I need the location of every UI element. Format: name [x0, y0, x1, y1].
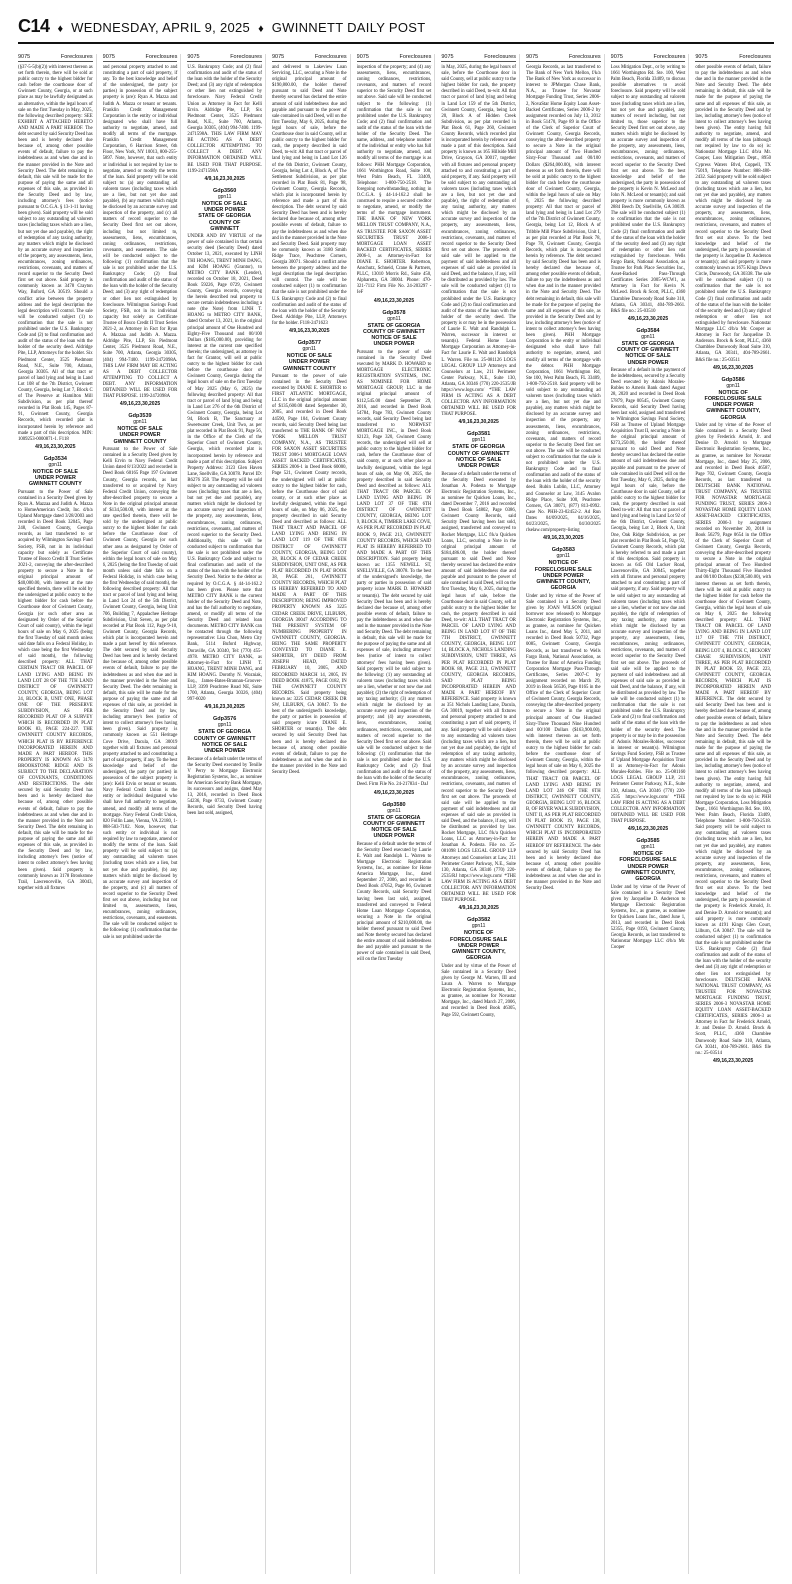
legal-notice [272, 340, 347, 776]
legal-notice [526, 65, 601, 541]
notice-body-text: Pursuant to the Power of Sale contained in a Security Deed given by Kelli Ervin to Navy Federal Credit Union dated 8/13/2022 and recorded in Deed Book 60165 Page 197 Gwinnett County, Georgia records, as last transferred to or acquired by Navy Federal Credit Union, conveying the after-described property to secure a Note in the original principal amount of $134,500.00, with interest at the rate specified therein, there will be sold by the undersigned at public outcry to the highest bidder for cash before the Courthouse door of Gwinnett County, Georgia (or such other area as designated by Order of the Superior Court of said county), within the legal hours of sale on May 6, 2025 (being the first Tuesday of said month unless said date falls on a Federal Holiday, in which case being the first Wednesday of said month), the following described property: All that tract or parcel of land lying and being in Land Lot 24 of the 5th District, Gwinnett County, Georgia, being Unit 706, Building 7, Appalachee Heritage Subdivision, Unit Seven, as per plat recorded at Plat Book 112, Page 9-10, Gwinnett County, Georgia Records, which plat is incorporated herein and made a part hereof by this reference. The debt secured by said Security Deed has been and is hereby declared due because of, among other possible events of default, failure to pay the indebtedness as and when due and in the manner provided in the Note and Security Deed. The debt remaining in default, this sale will be made for the purpose of paying the same and all expenses of this sale, as provided in the Security Deed and by law, including attorney's fees (notice of intent to collect attorney's fees having been given). Said property is commonly known as 551 Heritage Cove Drive, Dacula, GA 30019 together with all fixtures and personal property attached to and constituting a part of said property, if any. To the best knowledge and belief of the undersigned, the party (or parties) in possession of the subject property is (are): Kelli Ervin or tenant or tenants. Navy Federal Credit Union is the entity or individual designated who shall have full authority to negotiate, amend, and modify all terms of the mortgage. Navy Federal Credit Union, 820 Follin Lane, Vienna, VA 22180, 1-888-503-7102. Note, however, that such entity or individual is not required by law to negotiate, amend or modify the terms of the loan. Said property will be sold subject to: (a) any outstanding ad valorem taxes (including taxes which are a lien, but not yet due and payable), (b) any matters which might be disclosed by an accurate survey and inspection of the property, and (c) all matters of record superior to the Security Deed first set out above, including but not limited to, assessments, liens, encumbrances, zoning ordinances, restrictions, covenants, and easements. The sale will be conducted subject to the following: (1) confirmation that the sale is not prohibited under the [102, 447, 178, 940]
legal-notice [187, 65, 262, 182]
legal-notice-columns [18, 54, 774, 1574]
category-code: 9075 [441, 54, 454, 60]
notice-column [441, 54, 520, 1574]
legal-notice [272, 65, 347, 334]
notice-title: NOTICE OF SALE UNDER POWER GWINNETT COUNTY [282, 353, 336, 372]
publication-dates: 4/9,16,23,30,2025 [373, 297, 415, 304]
notice-title: NOTICE OF SALE UNDER POWER GWINNETT COUNTY [28, 468, 82, 488]
notice-body-text: Pursuant to the power of sale contained in the Security Deed executed by MARK D. HOWARD to MORTGAGE ELECTRONIC REGISTRATION SYSTEMS, INC. AS NOMINEE FOR HOME MORTGAGE GROUP, LLC in the original principal amount of $112,545.00 dated September 29, 2016, and recorded in Deed Book 54784, Page 783, Gwinnett County records, said Security Deed being last transferred to NORWEST MORTGAGE INC., in Deed Book 62123, Page 320, Gwinnett County records, the undersigned will sell at public outcry to the highest bidder for cash, before the Courthouse door of said county, or at such other place as lawfully designated, within the legal hours of sale, on May 06, 2025, the property described in said Security Deed and described as follows: ALL THAT TRACT OR PARCEL OF LAND LYING AND BEING IN LAND LOT 37 OF THE 6TH DISTRICT OF GWINNETT COUNTY, GEORGIA, BEING LOT 9, BLOCK A, TIMBER LAKE COVE, AS PER PLAT RECORDED IN PLAT BOOK 9, PAGE 213, GWINNETT COUNTY RECORDS, WHICH SAID PLAT IS HEREBY REFERRED TO AND MADE A PART OF THIS DESCRIPTION. Said property being known as: 1355 NEWELL ST, SNELLVILLE, GA 30078. To the best of the undersigned's knowledge, the party or parties in possession of said property is/are MARK D. HOWARD or tenant(s). The debt secured by said Security Deed has been and is hereby declared due because of, among other possible events of default, failure to pay the indebtedness as and when due and in the manner provided in the Note and Security Deed. The debt remaining in default, this sale will be made for the purpose of paying the same and all expenses of sale, including attorneys' fees (notice of intent to collect attorneys' fees having been given). Said property will be sold subject to the following: (1) any outstanding ad valorem taxes (including taxes which are a lien, whether or not now due and payable); (2) the right of redemption of any taxing authority; (3) any matters which might be disclosed by an accurate survey and inspection of the property; and (4) any assessments, liens, encumbrances, zoning ordinances, restrictions, covenants, and matters of record superior to the Security Deed first set out above. Said sale will be conducted subject to the following: (1) confirmation that the sale is not prohibited under the U.S. Bankruptcy Code; and (2) final confirmation and audit of the status of the loan with the holder of the Security Deed. Firm File No. 24-217834 - DaJ [356, 349, 432, 788]
legal-notice [611, 838, 686, 952]
notice-column [18, 54, 97, 1574]
diamond-separator-icon: ♦ [258, 23, 264, 35]
notice-column [695, 54, 774, 1574]
notice-body-text: Pursuant to the Power of Sale contained in a Security Deed given by Ryan A. Mazzaa and Judith A. Mazza to HomeAmerican Credit, Inc. d/b/a Upland Mortgage dated 3/28/2003 and recorded in Deed Book 32045, Page 248, Gwinnett County, Georgia records, as last transferred to or acquired by Wilmington Savings Fund Society, FSB, not in its individual capacity but solely as Certificate Trustee of Bosco Credit II Trust Series 2021-2, conveying the after-described property to secure a Note in the original principal amount of $40,000.00, with interest at the rate specified therein, there will be sold by the undersigned at public outcry to the highest bidder for cash before the Courthouse door of Gwinnett County, Georgia (or such other area as designated by Order of the Superior Court of said county), within the legal hours of sale on May 6, 2025 (being the first Tuesday of said month unless said date falls on a Federal Holiday, in which case being the first Wednesday of said month), the following described property: ALL THAT CERTAIN TRACT OR PARCEL OF LAND LYING AND BEING IN LAND LOT 28 OF THE 7TH LAND DISTRICT OF GWINNETT COUNTY, GEORGIA, BEING LOT 24, BLOCK B, UNIT ONE, PHASE ONE OF THE PRESERVE SUBDIVISION, AS PER RECORDED PLAT OF A SURVEY WHICH IS RECORDED IN PLAT BOOK 83, PAGE 224-227. THE GWINNETT COUNTY RECORDS, WHICH PLAT IS BY REFERENCE INCORPORATED HEREIN AND MADE A PART HEREOF. THIS PROPERTY IS KNOWN AS 3178 BROOKSTONE RIDGE AND IS SUBJECT TO THE DECLARATION OF COVENANTS, CONDITIONS AND RESTRICTIONS. The debt secured by said Security Deed has been and is hereby declared due because of, among other possible events of default, failure to pay the indebtedness as and when due and in the manner provided in the Note and Security Deed. The debt remaining in default, this sale will be made for the purpose of paying the same and all expenses of this sale, as provided in the Security Deed and by law, including attorney's fees (notice of intent to collect attorney's fees having been given). Said property is commonly known as 3178 Brookstone Trail, Lawrenceville, GA 30043, together with all fixtures [18, 489, 93, 891]
masthead [18, 16, 774, 44]
legal-notice [441, 431, 516, 911]
notice-reference-number: Gdp3583 [551, 547, 575, 554]
notice-body-text: and delivered to Lakeview Loan Servicing, LLC, securing a Note in the original principal amount of $190,800.00, the holder thereof pursuant to said Deed and Note thereby secured has declared the entire amount of said indebtedness due and payable and pursuant to the power of sale contained in said Deed, will on the first Tuesday, May 6, 2025, during the legal hours of sale, before the Courthouse door in said County, sell at public outcry to the highest bidder for cash, the property described in said Deed, to-wit: All that tract or parcel of land lying and being in Land Lot 126 of the 6th District, Gwinnett County, Georgia, being Lot 4, Block A, of The Settlement Subdivision, as per plat recorded in Plat Book 81, Page 98, Gwinnett County, Georgia Records, which plat is incorporated herein by reference and made a part of this description. The debt secured by said Security Deed has been and is hereby declared due because of, among other possible events of default, failure to pay the indebtedness as and when due and in the manner provided in the Note and Security Deed. Said property may be commonly known as 3180 Smith Ridge Trace, Peachtree Corners, Georgia 30071. Should a conflict arise between the property address and the legal description the legal description will control. The sale will be conducted subject (1) to confirmation that the sale is not prohibited under the U.S. Bankruptcy Code and (2) to final confirmation and audit of the status of the loan with the holder of the Security Deed. Aldridge Pite, LLP, Attorneys for the holder. F118-2471623 [271, 65, 347, 326]
notice-code: gpn11 [726, 382, 740, 389]
notice-code: gpn11 [641, 844, 655, 851]
legal-notice [611, 65, 686, 322]
notice-reference-number: Gdp3580 [382, 801, 406, 808]
publication-dates: 4/9,16,23,30,2025 [35, 443, 76, 450]
category-name: Foreclosures [145, 54, 178, 60]
category-name: Foreclosures [653, 54, 686, 60]
column-header [103, 54, 178, 62]
page-number: C14 [18, 16, 50, 36]
publication-dates: 4/9,16,23,30,2025 [458, 905, 499, 912]
legal-notice [526, 547, 601, 892]
notice-reference-number: Gdp3584 [636, 327, 660, 334]
category-code: 9075 [695, 54, 708, 60]
notice-body-text: other possible events of default, failure to pay the indebtedness as and when due and in the manner provided in the Note and Security Deed. The debt remaining in default, this sale will be made for the purpose of paying the same and all expenses of this sale, as provided in the Security Deed and by law, including attorney's fees (notice of intent to collect attorney's fees having been given). The entity having full authority to negotiate, amend, and modify all terms of the loan (although not required by law to do so) is: Nationstar Mortgage LLC d/b/a Mr. Cooper, Loss Mitigation Dept., 8950 Cypress Waters Blvd, Coppell, TX 75019, Telephone Number: 888-480-2432. Said property will be sold subject to any outstanding ad valorem taxes (including taxes which are a lien, but not yet due and payable), any matters which might be disclosed by an accurate survey and inspection of the property, any assessments, liens, encumbrances, zoning ordinances, restrictions, covenants, and matters of record superior to the Security Deed first set out above. To the best knowledge and belief of the undersigned, the party in possession of the property is Jacqueline D. Anderson or tenant(s); and said property is more commonly known as 1675 Kings Down Circle, Dunwoody, GA 30338. The sale will be conducted subject (1) to confirmation that the sale is not prohibited under the U.S. Bankruptcy Code (2) final confirmation and audit of the status of the loan with the holder of the security deed and (3) any right of redemption or other lien not extinguished by foreclosure. Nationstar Mortgage LLC d/b/a Mr. Cooper as Attorney in Fact for Jacqueline D. Anderson. Brock & Scott, PLLC, 4360 Chamblee Dunwoody Road Suite 310, Atlanta, GA 30341, 404-789-2661. B&S file no.: 25-03511 [695, 65, 771, 363]
legal-notice [103, 65, 178, 407]
notice-reference-number: Gdp3586 [721, 376, 745, 383]
legal-notice [187, 716, 262, 817]
publication-dates: 4/9,16,23,30,2025 [373, 789, 415, 796]
category-code: 9075 [271, 54, 285, 60]
notice-reference-number: Gdp3577 [297, 340, 321, 347]
publication-dates: 4/9,16,23,30,2025 [712, 364, 754, 371]
notice-title: NOTICE OF SALE UNDER POWER STATE OF GEORGIA COUNTY OF GWINNETT [198, 200, 252, 232]
notice-title: NOTICE OF FORECLOSURE SALE UNDER POWER GWINNETT COUNTY, GEORGIA [450, 930, 508, 962]
notice-body-text: Under and by virtue of the Power of Sale contained in a Security Deed given by George M. Warren, III and Laura A. Warren to Mortgage Electronic Registration Systems, Inc., as grantee, as nominee for Novastar Mortgage, Inc., dated March 27, 2006, and recorded in Deed Book 46305, Page 592, Gwinnett County, [441, 963, 516, 1018]
notice-reference-number: Gdp3581 [467, 431, 491, 438]
publication-dates: 4/9,16,23,30,2025 [543, 535, 584, 542]
publication-dates: 4/9,16,23,30,2025 [289, 328, 330, 335]
notice-body-text: Loss Mitigation Dept., or by writing to 1661 Worthington Rd. Ste. 100, West Palm Beach, Florida 33409, to discuss possible alternatives to avoid foreclosure. Said property will be sold subject to any outstanding ad valorem taxes (including taxes which are a lien, but not yet due and payable), any matters of record including, but not limited to, those superior to the Security Deed first set out above, any matters which might be disclosed by an accurate survey and inspection of the property, any assessments, liens, encumbrances, zoning ordinances, restrictions, covenants, and matters of record superior to the Security Deed first set out above. To the best knowledge and belief of the undersigned, the party in possession of the property is Kevin N. McLeod and John N. McLeod or tenant(s); and said property is more commonly known as 2884 Beech Dr, Snellville, GA 30039. The sale will be conducted subject (1) to confirmation that the sale is not prohibited under the U.S. Bankruptcy Code (2) final confirmation and audit of the status of the loan with the holder of the security deed and (3) any right of redemption or other lien not extinguished by foreclosure. Wells Fargo Bank, National Association, as Trustee for Park Place Securities Inc., Asset-Backed Pass-Through Certificates Series 2005-WCW1, as Attorney in Fact for Kevin N. McLeod. Brock & Scott, PLLC, 4360 Chamblee Dunwoody Road Suite 310, Atlanta, GA 30341, 404-789-2661. B&S file no.: 25-03510 [610, 65, 686, 314]
notice-body-text: U.S. Bankruptcy Code; and (2) final confirmation and audit of the status of the loan with the holder of the Security Deed; and (3) any right of redemption or other lien not extinguished by foreclosure. Navy Federal Credit Union as Attorney in Fact for Kelli Ervin. Aldridge Pite, LLP, Six Piedmont Center, 3525 Piedmont Road, N.E., Suite 700, Atlanta, Georgia 30305, (404) 994-7400. 1199-2471598A. THIS LAW FIRM MAY BE ACTING AS A DEBT COLLECTOR ATTEMPTING TO COLLECT A DEBT. ANY INFORMATION OBTAINED WILL BE USED FOR THAT PURPOSE. 1199-2471598A [187, 65, 262, 174]
category-code: 9075 [102, 54, 115, 60]
column-header [441, 54, 516, 62]
notice-column [526, 54, 605, 1574]
notice-column [272, 54, 351, 1574]
notice-title: NOTICE OF FORECLOSURE SALE UNDER POWER GWINNETT COUNTY, GEORGIA [619, 851, 677, 883]
legal-notice [611, 328, 686, 832]
notice-code: gpn11 [471, 923, 486, 930]
column-header [357, 54, 432, 62]
category-name: Foreclosures [484, 54, 516, 60]
publication-dates: 4/9,16,23,30,2025 [712, 1057, 754, 1064]
category-name: Foreclosures [568, 54, 601, 60]
publication-dates: 4/9,16,23,30,2025 [204, 175, 245, 182]
column-header [272, 54, 347, 62]
notice-body-text: Under and by virtue of the Power of Sale contained in a Security Deed given by Jacqueline D. Anderson to Mortgage Electronic Registration Systems, Inc., as grantee, as nominee for Quicken Loans Inc., dated June 1, 2013, and recorded in Deed Book 52355, Page 0193, Gwinnett County, Georgia Records, as last transferred to Nationstar Mortgage LLC d/b/a Mr. Cooper [610, 884, 686, 951]
notice-title: NOTICE OF FORECLOSURE SALE UNDER POWER GWINNETT COUNTY, GEORGIA [704, 389, 762, 421]
publication-dates: 4/9,16,23,30,2025 [119, 401, 161, 408]
legal-notice [441, 917, 516, 1018]
notice-body-text: Pursuant to the power of sale contained in the Security Deed executed by DIANE E. SHORTER to FIRST ATLANTIC MORTGAGE, LLC in the original principal amount of $135,600.00 dated September 30, 2005, and recorded in Deed Book 44590, Page 104, Gwinnett County records, said Security Deed being last transferred to THE BANK OF NEW YORK MELLON TRUST COMPANY, N.A., AS TRUSTEE FOR SAXON ASSET SECURITIES TRUST 2006-1 MORTGAGE LOAN ASSET BACKED CERTIFICATES, SERIES 2006-1 in Deed Book 60000, Page 521, Gwinnett County records, the undersigned will sell at public outcry to the highest bidder for cash, before the Courthouse door of said county, or at such other place as lawfully designated, within the legal hours of sale, on May 06, 2025, the property described in said Security Deed and described as follows: ALL THAT TRACT AND PARCEL OF LAND LYING AND BEING IN LAND LOT 119 OF THE 6TH DISTRICT OF GWINNETT COUNTY, GEORGIA, BEING LOT 28, BLOCK A OF CEDAR CREEK SUBDIVISION, UNIT ONE, AS PER PLAT RECORDED IN PLAT BOOK 38, PAGE 261, GWINNETT COUNTY RECORDS, WHICH PLAT IS HEREBY REFERRED TO AND MADE A PART OF THIS DESCRIPTION; BEING IMPROVED PROPERTY KNOWN AS 3225 CEDAR CREEK DRIVE, LILBURN, GEORGIA 30047 ACCORDING TO THE PRESENT SYSTEM OF NUMBERING PROPERTY IN GWINNETT COUNTY, GEORGIA. BEING THE SAME PROPERTY CONVEYED TO DIANE E. SHORTER, BY DEED FROM JOSEPH HEAD, DATED FEBRUARY 10, 2005, AND RECORDED MARCH 14, 2005, IN DEED BOOK 41875, PAGE 0182, IN THE GWINNETT COUNTY RECORDS. Said property being known as: 3225 CEDAR CREEK DR SW, LILBURN, GA 30047. To the best of the undersigned's knowledge, the party or parties in possession of said property is/are DIANE E. SHORTER or tenant(s). The debt secured by said Security Deed has been and is hereby declared due because of, among other possible events of default, failure to pay the indebtedness as and when due and in the manner provided in the Note and Security Deed. [271, 373, 347, 776]
category-name: Foreclosures [314, 54, 347, 60]
notice-code: gpn11 [387, 315, 401, 322]
notice-title: NOTICE OF FORECLOSURE SALE UNDER POWER GWINNETT COUNTY, GEORGIA [534, 560, 592, 592]
diamond-separator-icon: ♦ [57, 23, 64, 35]
notice-reference-number: Gdp3539 [128, 413, 152, 420]
column-header [187, 54, 262, 62]
notice-title: STATE OF GEORGIA COUNTY OF GWINNETT NOTICE OF SALE UNDER POWER [617, 340, 679, 366]
legal-notice [187, 188, 262, 711]
notice-body-text: Because of a default under the terms of the Security Deed executed by Tenille V Perry to Mortgage Electronic Registration Systems, Inc., as nominee for American Security Bank Mortgage, its successors and assigns, dated May 13, 2016, recorded in Deed Book 54236, Page 0733, Gwinnett County Records, said Security Deed having been last sold, assigned, [187, 756, 262, 817]
notice-body-text: in May, 2025, during the legal hours of sale, before the Courthouse door in said County, sell at public outcry to the highest bidder for cash, the property described in said Deed, to-wit: All that tract or parcel of land lying and being in Land Lot 159 of the 5th District, Gwinnett County, Georgia, being Lot 20, Block A of Hidden Creek Subdivision, as per plat recorded in Plat Book 61, Page 260, Gwinnett County Records, which recorded plat is incorporated herein by reference and made a part of this description. Said property is known as 165 Hillside Mill Drive, Grayson, GA 30017, together with all fixtures and personal property attached to and constituting a part of said property, if any. Said property will be sold subject to any outstanding ad valorem taxes (including taxes which are a lien, but not yet due and payable), the right of redemption of any taxing authority, any matters which might be disclosed by an accurate survey and inspection of the property, any assessments, liens, encumbrances, zoning ordinances, restrictions, covenants, and matters of record superior to the Security Deed first set out above. The proceeds of said sale will be applied to the payment of said indebtedness and all expenses of said sale as provided in said Deed, and the balance, if any, will be distributed as provided by law. The sale will be conducted subject (1) to confirmation that the sale is not prohibited under the U.S. Bankruptcy Code and (2) to final confirmation and audit of the status of the loan with the holder of the security deed. The property is or may be in the possession of Laurie E. Walt and Randolph L. Warren, successor in interest or tenant(s). Federal Home Loan Mortgage Corporation as Attorney-in-Fact for Laurie E. Walt and Randolph L. Warren. File no. 25-081126 LOGS LEGAL GROUP LLP Attorneys and Counselors at Law, 211 Perimeter Center Parkway, N.E., Suite 130, Atlanta, GA 30346 (770) 220-2535/JB https://www.logs.com/ *THE LAW FIRM IS ACTING AS A DEBT COLLECTOR. ANY INFORMATION OBTAINED WILL BE USED FOR THAT PURPOSE. [441, 65, 516, 418]
notice-body-text: UNDER AND BY VIRTUE of the power of sale contained in that certain security deed (Security Deed) dated October 13, 2021, executed by LINH THI HOANG, TRENT MINH DANG, and KIM HOANG (Grantor), to METRO CITY BANK (Lender), recorded on October 18, 2021, Deed Book 59226, Page 0729, Gwinnett County, Georgia records, conveying the herein described real property to secure certain indebtedness including a note (the Note) from LINH T. HOANG to METRO CITY BANK, dated October 13, 2021, in the original principal amount of One Hundred and Eighty-Five Thousand and 00/100 Dollars ($185,000.00), providing for interest at the current rate specified therein; the undersigned, as attorney in fact for Grantor, will sell at public outcry to the highest bidder for cash before the courthouse door of Gwinnett County, Georgia during the legal hours of sale on the first Tuesday of May 2025 (May 6, 2025) the following described property: All that tract or parcel of land lying and being in Land Lot 276 of the 6th District of Gwinnett County, Georgia, being Lot 94, Block B, The Sanctuary at Sweetwater Creek, Unit Two, as per plat recorded in Plat Book 91, Page 56, in the Office of the Clerk of the Superior Court of Gwinnett County, Georgia, which recorded plat is incorporated herein by reference and made a part of this description. Subject Property Address: 3123 Glen Haven Lane, Snellville, GA 30078. Parcel ID: R6276 358. The Property will be sold subject to any outstanding ad valorem taxes (including taxes that are a lien, but not yet due and payable), any matters which might be disclosed by an accurate survey and inspection of the property, any assessments, liens, encumbrances, zoning ordinances, restrictions, covenants, and matters of record superior to the Security Deed. Additionally, this sale will be conducted subject to confirmation that the sale is not prohibited under the U.S. Bankruptcy Code and subject to final confirmation and audit of the status of the loan with the holder of the Security Deed. Notice to the debtor as required by O.C.G.A. § 44-14-162.2 has been given. Please note that METRO CITY BANK is the current holder of the Security Deed and Note, and has the full authority to negotiate, amend, or modify all terms of the Security Deed and related loan documents. METRO CITY BANK can be contacted through the following representative: Lisa Chon, Metro City Bank, 5114 Buford Highway, Doraville, GA 30340, Tel: (770) 455-4978. METRO CITY BANK, as Attorney-in-Fact for LINH T. HOANG, TRENT MINH DANG, and KIM HOANG. Dorothy N. Wozniak, Esq., James-Bates-Brannan-Groover-LLP, 3399 Peachtree Road NE, Suite 1700, Atlanta, Georgia 30326, (404) 997-6020 [187, 234, 262, 703]
notice-title: STATE OF GEORGIA COUNTY OF GWINNETT NOTICE OF SALE UNDER POWER [363, 814, 425, 840]
notice-column [187, 54, 266, 1574]
notice-body-text: Under and by virtue of the Power of Sale contained in a Security Deed given by Frederick Arnold, Jr. and Denise D. Arnold to Mortgage Electronic Registration Systems, Inc., as grantee, as nominee for Novastar Mortgage, Inc., dated May 25, 2006, and recorded in Deed Book 46587, Page 702, Gwinnett County, Georgia Records, as last transferred to DEUTSCHE BANK NATIONAL TRUST COMPANY, AS TRUSTEE FOR NOVASTAR MORTGAGE FUNDING TRUST, SERIES 2006-3 NOVASTAR HOME EQUITY LOAN ASSET-BACKED CERTIFICATES, SERIES 2006-3 by assignment recorded on November 20, 2018 in Book 56279, Page 0654 in the Office of the Clerk of Superior Court of Gwinnett County, Georgia Records, conveying the after-described property to secure a Note in the original principal amount of Two Hundred Thirty-Eight Thousand Five Hundred and 00/100 Dollars ($238,500.00), with interest thereon as set forth therein, there will be sold at public outcry to the highest bidder for cash before the courthouse door of Gwinnett County, Georgia, within the legal hours of sale on May 6, 2025 the following described property: ALL THAT TRACT OR PARCEL OF LAND LYING AND BEING IN LAND LOT 117 OF THE 7TH DISTRICT, GWINNETT COUNTY, GEORGIA, BEING LOT 4, BLOCK C, HICKORY CHASE SUBDIVISION, UNIT THREE, AS PER PLAT RECORDED IN PLAT BOOK 59, PAGE 223, GWINNETT COUNTY, GEORGIA RECORDS, WHICH PLAT IS INCORPORATED HEREIN AND MADE A PART HEREOF BY REFERENCE. The debt secured by said Security Deed has been and is hereby declared due because of, among other possible events of default, failure to pay the indebtedness as and when due and in the manner provided in the Note and Security Deed. The debt remaining in default, this sale will be made for the purpose of paying the same and all expenses of this sale, as provided in the Security Deed and by law, including attorney's fees (notice of intent to collect attorney's fees having been given). The entity having full authority to negotiate, amend, and modify all terms of the loan (although not required by law to do so) is: PHH Mortgage Corporation, Loss Mitigation Dept., 1661 Worthington Rd. Ste. 100, West Palm Beach, Florida 33409, Telephone Number: 1-800-750-2518. Said property will be sold subject to any outstanding ad valorem taxes (including taxes which are a lien, but not yet due and payable), any matters which might be disclosed by an accurate survey and inspection of the property, any assessments, liens, encumbrances, zoning ordinances, restrictions, covenants, and matters of record superior to the Security Deed first set out above. To the best knowledge and belief of the undersigned, the party in possession of the property is Frederick Arnold, Jr. and Denise D. Arnold or tenant(s); and said property is more commonly known as 4191 Kings Glen Court, Lilburn, GA 30047. The sale will be conducted subject (1) to confirmation that the sale is not prohibited under the U.S. Bankruptcy Code (2) final confirmation and audit of the status of the loan with the holder of the security deed and (3) any right of redemption or other lien not extinguished by foreclosure. DEUTSCHE BANK NATIONAL TRUST COMPANY, AS TRUSTEE FOR NOVASTAR MORTGAGE FUNDING TRUST, SERIES 2006-3 NOVASTAR HOME EQUITY LOAN ASSET-BACKED CERTIFICATES, SERIES 2006-3 as Attorney in Fact for Frederick Arnold, Jr. and Denise D. Arnold. Brock & Scott, PLLC, 4360 Chamblee Dunwoody Road Suite 310, Atlanta, GA 30341, 404-789-2661. B&S file no.: 25-03514 [695, 423, 771, 1056]
notice-reference-number: Gdp3560 [213, 187, 237, 194]
category-name: Foreclosures [230, 54, 262, 60]
legal-notice [357, 310, 432, 796]
notice-reference-number: Gdp3534 [43, 455, 67, 462]
column-header [695, 54, 771, 62]
notice-code: gpn11 [48, 461, 63, 468]
notice-title: STATE OF GEORGIA COUNTY OF GWINNETT NOTICE OF SALE UNDER POWER [363, 322, 425, 348]
category-code: 9075 [356, 54, 369, 60]
notice-code: gpn11 [217, 193, 232, 200]
notice-code: gpn11 [217, 722, 232, 729]
category-name: Foreclosures [399, 54, 432, 60]
notice-reference-number: Gdp3576 [213, 716, 237, 723]
category-code: 9075 [187, 54, 200, 60]
notice-title: STATE OF GEORGIA COUNTY OF GWINNETT NOTICE OF SALE UNDER POWER [193, 729, 256, 755]
category-code: 9075 [610, 54, 623, 60]
legal-notice [103, 413, 178, 940]
category-name: Foreclosures [739, 54, 771, 60]
notice-body-text: Because of a default under the terms of the Security Deed executed by Laurie E. Walt and Randolph L. Warren to Mortgage Electronic Registration Systems, Inc., as nominee for Home America Mortgage, Inc., dated September 27, 2006, and recorded in Deed Book 47052, Page 86, Gwinnett County Records, said Security Deed having been last sold, assigned, transferred and conveyed to Federal Home Loan Mortgage Corporation, securing a Note in the original principal amount of $210,000.00, the holder thereof pursuant to said Deed and Note thereby secured has declared the entire amount of said indebtedness due and payable and pursuant to the power of sale contained in said Deed, will on the first Tuesday [356, 841, 432, 963]
notice-code: gpn11 [133, 419, 147, 426]
legal-notice [18, 65, 93, 450]
column-header [611, 54, 686, 62]
column-header [526, 54, 601, 62]
notice-reference-number: Gdp3582 [467, 917, 491, 924]
notice-column [357, 54, 436, 1574]
category-name: Foreclosures [60, 54, 93, 60]
notice-reference-number: Gdp3585 [636, 838, 660, 845]
publication-dates: 4/9,16,23,30,2025 [204, 704, 245, 711]
notice-body-text: and personal property attached to and constituting a part of said property, if any. To the best knowledge and belief of the undersigned, the party (or parties) in possession of the subject property is (are): Ryan A. Mazza and Judith A. Mazza or tenant or tenants. Franklin Credit Management Corporation is the entity or individual designated who shall have full authority to negotiate, amend, and modify all terms of the mortgage. Franklin Credit Management Corporation, 6 Harrison Street, 6th Floor, New York, NY 10013, 800-255-5897. Note, however, that such entity or individual is not required by law to negotiate, amend or modify the terms of the loan. Said property will be sold subject to: (a) any outstanding ad valorem taxes (including taxes which are a lien, but not yet due and payable), (b) any matters which might be disclosed by an accurate survey and inspection of the property, and (c) all matters of record superior to the Security Deed first set out above, including but not limited to, assessments, liens, encumbrances, zoning ordinances, restrictions, covenants, and easements. The sale will be conducted subject to the following: (1) confirmation that the sale is not prohibited under the U.S. Bankruptcy Code; (2) final confirmation and audit of the status of the loan with the holder of the Security Deed; and (3) any right of redemption or other lien not extinguished by foreclosure. Wilmington Savings Fund Society, FSB, not in its individual capacity but solely as Certificate Trustee of Bosco Credit II Trust Series 2021-2, as Attorney in Fact for Ryan A. Mazzaa and Judith A. Mazza. Aldridge Pite, LLP, Six Piedmont Center, 3525 Piedmont Road, N.E., Suite 700, Atlanta, Georgia 30305, (404) 994-7400. 1199-2472098A. THIS LAW FIRM MAY BE ACTING AS A DEBT COLLECTOR ATTEMPTING TO COLLECT A DEBT. ANY INFORMATION OBTAINED WILL BE USED FOR THAT PURPOSE. 1199-2472098A [102, 65, 178, 400]
publication-dates: 4/9,16,23,30,2025 [627, 315, 669, 322]
legal-notice [695, 65, 771, 371]
column-header [18, 54, 93, 62]
notice-column [103, 54, 182, 1574]
notice-body-text: Under and by virtue of the Power of Sale contained in a Security Deed given by JOAN WILSON (original borrower now released) to Mortgage Electronic Registration Systems, Inc., as grantee, as nominee for Quicken Loans Inc., dated May 5, 2011, and recorded in Deed Book 50732, Page 0085, Gwinnett County, Georgia Records, as last transferred to Wells Fargo Bank, National Association, as Trustee for Banc of America Funding Corporation Mortgage Pass-Through Certificates, Series 2007-C by assignment recorded on March 29, 2019 in Book 56536, Page 0165 in the Office of the Clerk of Superior Court of Gwinnett County, Georgia Records, conveying the after-described property to secure a Note in the original principal amount of One Hundred Sixty-Three Thousand Nine Hundred and 00/100 Dollars ($163,900.00), with interest thereon as set forth therein, there will be sold at public outcry to the highest bidder for cash before the courthouse door of Gwinnett County, Georgia, within the legal hours of sale on May 6, 2025 the following described property: ALL THAT TRACT OR PARCEL OF LAND LYING AND BEING IN LAND LOT 246 OF THE 6TH DISTRICT, GWINNETT COUNTY, GEORGIA, BEING LOT 16, BLOCK B, OF RIVER WALK SUBDIVISION, UNIT II, AS PER PLAT RECORDED IN PLAT BOOK 19, PAGE 138, GWINNETT COUNTY RECORDS, WHICH PLAT IS INCORPORATED HEREIN AND MADE A PART HEREOF BY REFERENCE. The debt secured by said Security Deed has been and is hereby declared due because of, among other possible events of default, failure to pay the indebtedness as and when due and in the manner provided in the Note and Security Deed. [525, 593, 601, 892]
notice-body-text: Georgia Records, as last transferred to The Bank of New York Mellon, f/k/a The Bank of New York as successor in interest to JPMorgan Chase Bank, N.A., as Trustee for Novastar Mortgage Funding Trust, Series 2006-2, NovaStar Home Equity Loan Asset-Backed Certificates, Series 2006-2 by assignment recorded on July 13, 2012 in Book 51470, Page 89 in the Office of the Clerk of Superior Court of Gwinnett County, Georgia Records, conveying the after-described property to secure a Note in the original principal amount of Two Hundred Sixty-Four Thousand and 00/100 Dollars ($264,000.00), with interest thereon as set forth therein, there will be sold at public outcry to the highest bidder for cash before the courthouse door of Gwinnett County, Georgia, within the legal hours of sale on May 6, 2025 the following described property: All that tract or parcel of land lying and being in Land Lot 279 of the 7th District of Gwinnett County, Georgia, being Lot 12, Block A of Tribble Mill Place Subdivision, Unit I, as per plat recorded at Plat Book 78, Page 78, Gwinnett County, Georgia Records, which plat is incorporated herein by reference. The debt secured by said Security Deed has been and is hereby declared due because of, among other possible events of default, failure to pay the indebtedness as and when due and in the manner provided in the Note and Security Deed. The debt remaining in default, this sale will be made for the purpose of paying the same and all expenses of this sale, as provided in the Security Deed and by law, including attorney's fees (notice of intent to collect attorney's fees having been given). PHH Mortgage Corporation is the entity or individual designated who shall have full authority to negotiate, amend, and modify all terms of the mortgage with the debtor. PHH Mortgage Corporation, 1661 Worthington Rd, Ste 100, West Palm Beach, FL 33409, 1-800-750-2518. Said property will be sold subject to any outstanding ad valorem taxes (including taxes which are a lien, but not yet due and payable), any matters which might be disclosed by an accurate survey and inspection of the property, any assessments, liens, encumbrances, zoning ordinances, restrictions, covenants, and matters of record superior to the Security Deed first set out above. The sale will be conducted subject to confirmation that the sale is not prohibited under the U.S. Bankruptcy Code and to final confirmation and audit of the status of the loan with the holder of the security deed. Rubin Lublin, LLC, Attorney and Counselor at Law, 3145 Avalon Ridge Place, Suite 100, Peachtree Corners, GA 30071, (877) 813-0992. Case No. PHH-23-02452-2. Ad Run Dates 04/09/2025, 04/16/2025, 04/23/2025, 04/30/2025 rlselaw.com/property-listing [525, 65, 601, 534]
notice-code: gpn11 [641, 333, 655, 340]
notice-title: NOTICE OF SALE UNDER POWER GWINNETT COUNTY [113, 426, 167, 445]
legal-notice [357, 65, 432, 304]
category-code: 9075 [18, 54, 31, 60]
legal-notice [18, 456, 93, 892]
legal-notice [441, 65, 516, 425]
publication-date: WEDNESDAY, APRIL 9, 2025 [71, 20, 251, 35]
notice-column [611, 54, 690, 1574]
category-code: 9075 [525, 54, 539, 60]
newspaper-name: GWINNETT DAILY POST [271, 20, 426, 35]
publication-dates: 4/9,16,23,30,2025 [627, 826, 669, 833]
notice-code: gpn11 [302, 346, 317, 353]
notice-reference-number: Gdp3578 [382, 309, 406, 316]
notice-body-text: inspection of the property; and (4) any assessments, liens, encumbrances, zoning ordinances, restrictions, covenants, and matters of record superior to the Security Deed first set out above. Said sale will be conducted subject to the following: (1) confirmation that the sale is not prohibited under the U.S. Bankruptcy Code; and (2) final confirmation and audit of the status of the loan with the holder of the Security Deed. The name, address, and telephone number of the individual or entity who has full authority to negotiate, amend, and modify all terms of the mortgage is as follows: PHH Mortgage Corporation, 1661 Worthington Road, Suite 100, West Palm Beach, FL 33409, Telephone: 1-800-750-2518. The foregoing notwithstanding, nothing in O.C.G.A. § 44-14-162.2 shall be construed to require a secured creditor to negotiate, amend, or modify the terms of the mortgage instrument. THE BANK OF NEW YORK MELLON TRUST COMPANY, N.A., AS TRUSTEE FOR SAXON ASSET SECURITIES TRUST 2006-1 MORTGAGE LOAN ASSET BACKED CERTIFICATES, SERIES 2006-1, as Attorney-in-Fact for DIANE E. SHORTER. Robertson, Anschutz, Schneid, Crane & Partners, PLLC, 13010 Morris Rd., Suite 450, Alpharetta, GA 30004. Phone: 470-321-7112 Firm File No. 24-203297 - JeF [356, 65, 432, 296]
publication-dates: 4/9,16,23,30,2025 [458, 419, 499, 426]
notice-code: gpn11 [471, 437, 486, 444]
notice-title: STATE OF GEORGIA COUNTY OF GWINNETT NOTICE OF SALE UNDER POWER [447, 444, 510, 470]
legal-notice [357, 802, 432, 964]
notice-body-text: (§37-5-5(b)(2)) with interest thereon as set forth therein, there will be sold at public outcry to the highest bidder for cash before the courthouse door of Gwinnett County, Georgia, or at such place as may be lawfully designated as an alternative, within the legal hours of sale on the first Tuesday in May, 2025, the following described property: SEE EXHIBIT A ATTACHED HERETO AND MADE A PART HEREOF. The debt secured by said Security Deed has been and is hereby declared due because of, among other possible events of default, failure to pay the indebtedness as and when due and in the manner provided in the Note and Security Deed. The debt remaining in default, this sale will be made for the purpose of paying the same and all expenses of this sale, as provided in the Security Deed and by law, including attorney's fees (notice pursuant to O.C.G.A. § 13-1-11 having been given). Said property will be sold subject to any outstanding ad valorem taxes (including taxes which are a lien, but not yet due and payable), the right of redemption of any taxing authority, any matters which might be disclosed by an accurate survey and inspection of the property, any assessments, liens, encumbrances, zoning ordinances, restrictions, covenants, and matters of record superior to the Security Deed first set out above. Said property is commonly known as 3478 Crayton Way, Buford, GA 30519. Should a conflict arise between the property address and the legal description the legal description will control. The sale will be conducted subject (1) to confirmation that the sale is not prohibited under the U.S. Bankruptcy Code and (2) to final confirmation and audit of the status of the loan with the holder of the security deed. Aldridge Pite, LLP, Attorneys for the holder. Six Piedmont Center, 3525 Piedmont Road, N.E., Suite 700, Atlanta, Georgia 30305. All of that tract or parcel of land lying and being in Land Lot 108 of the 7th District, Gwinnett County, Georgia, being Lot 7, Block C of The Preserve at Hamilton Mill Subdivision, as per plat thereof recorded in Plat Book 145, Pages 87-91, Gwinnett County, Georgia Records, which recorded plat is incorporated herein by reference and made a part of this description. MIN: 1009253-0000871-1. F118 [18, 65, 93, 442]
notice-code: gpn11 [387, 807, 401, 814]
notice-body-text: Because of a default in the payment of the indebtedness, secured by a Security Deed executed by Adonis Morales-Robles to Ameris Bank dated August 28, 2020 and recorded in Deed Book 57879, Page 00545, Gwinnett County Records, said Security Deed having been last sold, assigned and transferred to Wilmington Savings Fund Society, FSB as Trustee of Upland Mortgage Acquisition Trust II, securing a Note in the original principal amount of $273,250.00, the holder thereof pursuant to said Deed and Note thereby secured has declared the entire amount of said indebtedness due and payable and pursuant to the power of sale contained in said Deed will on the first Tuesday, May 6, 2025, during the legal hours of sale, before the Courthouse door in said County, sell at public outcry to the highest bidder for cash, the property described in said Deed to-wit: All that tract or parcel of land lying and being in Land Lot 92 of the 6th District, Gwinnett County, Georgia, being Lot 2, Block A, Unit One, Oak Ridge Subdivision, as per plat recorded in Plat Book 54, Page 92, Gwinnett County Records, which plat is hereby referred to and made a part of this description. Said property is known as 645 Old Lucker Road, Lawrenceville, GA 30045, together with all fixtures and personal property attached to and constituting a part of said property, if any. Said property will be sold subject to any outstanding ad valorem taxes (including taxes which are a lien, whether or not now due and payable), the right of redemption of any taxing authority, any matters which might be disclosed by an accurate survey and inspection of the property, any assessments, liens, encumbrances, zoning ordinances, restrictions, covenants, and matters of record superior to the Security Deed first set out above. The proceeds of said sale will be applied to the payment of said indebtedness and all expenses of said sale as provided in said Deed, and the balance, if any, will be distributed as provided by law. The sale will be conducted subject (1) to confirmation that the sale is not prohibited under the U.S. Bankruptcy Code and (2) to final confirmation and audit of the status of the loan with the holder of the security deed. The property is or may be in the possession of Adonis Morales-Robles, successor in interest or tenant(s). Wilmington Savings Fund Society, FSB as Trustee of Upland Mortgage Acquisition Trust II as Attorney-in-Fact for Adonis Morales-Robles. File no. 25-081160 LOGS LEGAL GROUP LLP, 211 Perimeter Center Parkway, N.E., Suite 130, Atlanta, GA 30346 (770) 220-2535 https://www.logs.com/ *THE LAW FIRM IS ACTING AS A DEBT COLLECTOR. ANY INFORMATION OBTAINED WILL BE USED FOR THAT PURPOSE. [610, 368, 686, 824]
notice-body-text: Because of a default under the terms of the Security Deed executed by Jonathan A. Podesta to Mortgage Electronic Registration Systems, Inc., as nominee for Quicken Loans, Inc., dated December 7, 2016 and recorded in Deed Book 54802, Page 0386, Gwinnett County Records, said Security Deed having been last sold, assigned, transferred and conveyed to Rocket Mortgage, LLC f/k/a Quicken Loans, LLC, securing a Note in the original principal amount of $184,486.00, the holder thereof pursuant to said Deed and Note thereby secured has declared the entire amount of said indebtedness due and payable and pursuant to the power of sale contained in said Deed, will on the first Tuesday, May 6, 2025, during the legal hours of sale, before the Courthouse door in said County, sell at public outcry to the highest bidder for cash, the property described in said Deed, to-wit: ALL THAT TRACT OR PARCEL OF LAND LYING AND BEING IN LAND LOT 67 OF THE 7TH DISTRICT, GWINNETT COUNTY, GEORGIA, BEING LOT 14, BLOCK A, NICHOLS LANDING SUBDIVISION, UNIT THREE, AS PER PLAT RECORDED IN PLAT BOOK 88, PAGE 213, GWINNETT COUNTY, GEORGIA RECORDS, SAID PLAT BEING INCORPORATED HEREIN AND MADE A PART HEREOF BY REFERENCE. Said property is known as 351 Nichols Landing Lane, Dacula, GA 30019, together with all fixtures and personal property attached to and constituting a part of said property, if any. Said property will be sold subject to any outstanding ad valorem taxes (including taxes which are a lien, but not yet due and payable), the right of redemption of any taxing authority, any matters which might be disclosed by an accurate survey and inspection of the property, any assessments, liens, encumbrances, zoning ordinances, restrictions, covenants, and matters of record superior to the Security Deed first set out above. The proceeds of said sale will be applied to the payment of said indebtedness and all expenses of said sale as provided in said Deed, and the balance, if any, will be distributed as provided by law. Rocket Mortgage, LLC f/k/a Quicken Loans, LLC as Attorney-in-Fact for Jonathan A. Podesta. File no. 25-081098 LOGS LEGAL GROUP LLP Attorneys and Counselors at Law, 211 Perimeter Center Parkway, N.E., Suite 130, Atlanta, GA 30346 (770) 220-2535/RJ https://www.logs.com/ *THE LAW FIRM IS ACTING AS A DEBT COLLECTOR. ANY INFORMATION OBTAINED WILL BE USED FOR THAT PURPOSE. [441, 471, 516, 904]
notice-code: gpn11 [556, 553, 571, 560]
legal-notice [695, 377, 771, 1064]
